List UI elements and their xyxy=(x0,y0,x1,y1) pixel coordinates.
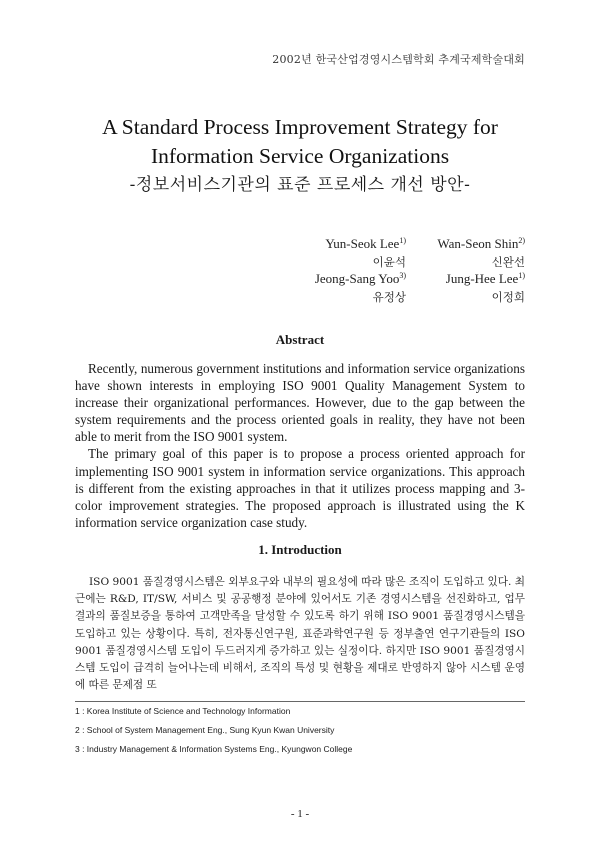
authors-left-column xyxy=(315,236,406,306)
abstract-paragraph: Recently, numerous government institutions and information service organizations have shown interests in employing ISO 9001 Quality Management System to increase their organizational performances. However, due to the gap between the system requirements and the process oriented goals in reality, they have not been able to merit from the ISO 9001 system. xyxy=(75,361,525,445)
footnote: 2 : School of System Management Eng., Sung Kyun Kwan University xyxy=(75,725,335,735)
author-name-korean: 유정상 xyxy=(372,289,406,304)
introduction-heading: 1. Introduction xyxy=(258,542,342,557)
author-affiliation-mark: 3) xyxy=(399,271,406,280)
author-name: Jeong-Sang Yoo xyxy=(314,271,400,286)
author-affiliation-mark: 1) xyxy=(518,271,525,280)
author-name-korean: 신완선 xyxy=(491,254,525,269)
footnote: 3 : Industry Management & Information Systems Eng., Kyungwon College xyxy=(75,744,353,754)
footnote-divider xyxy=(75,701,525,702)
author-name-korean: 이윤석 xyxy=(372,254,406,269)
introduction-paragraph: ISO 9001 품질경영시스템은 외부요구와 내부의 필요성에 따라 많은 조직이 도입하고 있다. 최근에는 R&D, IT/SW, 서비스 및 공공행정 분야에 있어서도 기존 경영시스템을 선진화하고, 업무결과의 품질보증을 통하여 고객만족을 달성할 수 있도록 하기 위해 ISO 9001 품질경영시스템을 도입하고 있는 상황이다. 특히, 전자통신연구원, 표준과학연구원 등 정부출연 연구기관들의 ISO 9001 품질경영시스템 도입이 두드러지게 증가하고 있는 실정이다. 하지만 ISO 9001 품질경영시스템 도입이 급격히 늘어나는데 비해서, 조직의 특성 및 현황을 제대로 반영하지 않아 시스템 운영에 따른 문제점 또 xyxy=(75,576,525,692)
author-name: Wan-Seon Shin xyxy=(437,236,519,251)
authors-right-column xyxy=(437,236,525,306)
abstract-body xyxy=(75,360,525,531)
author-name: Jung-Hee Lee xyxy=(445,271,519,286)
title-english-line-2: Information Service Organizations xyxy=(150,144,450,168)
footnotes xyxy=(75,705,352,762)
author-name-korean: 이정희 xyxy=(491,289,525,304)
abstract-paragraph: The primary goal of this paper is to propose a process oriented approach for implementing ISO 9001 system in information service organizations. This approach is different from the existing approaches in that it utilizes process mapping and 3-color improvement strategies. The proposed approach is illustrated using the K information service organization case study. xyxy=(75,446,525,530)
title-english-line-1: A Standard Process Improvement Strategy for xyxy=(102,115,498,139)
introduction-body xyxy=(75,574,525,694)
conference-header: 2002년 한국산업경영시스템학회 추계국제학술대회 xyxy=(272,53,525,66)
page-number: - 1 - xyxy=(290,808,310,820)
paper-title xyxy=(0,113,600,197)
title-korean: -정보서비스기관의 표준 프로세스 개선 방안- xyxy=(129,175,471,195)
footnote: 1 : Korea Institute of Science and Technology Information xyxy=(75,706,291,716)
abstract-heading: Abstract xyxy=(275,332,325,347)
author-affiliation-mark: 2) xyxy=(518,236,525,245)
author-name: Yun-Seok Lee xyxy=(325,236,400,251)
author-affiliation-mark: 1) xyxy=(399,236,406,245)
